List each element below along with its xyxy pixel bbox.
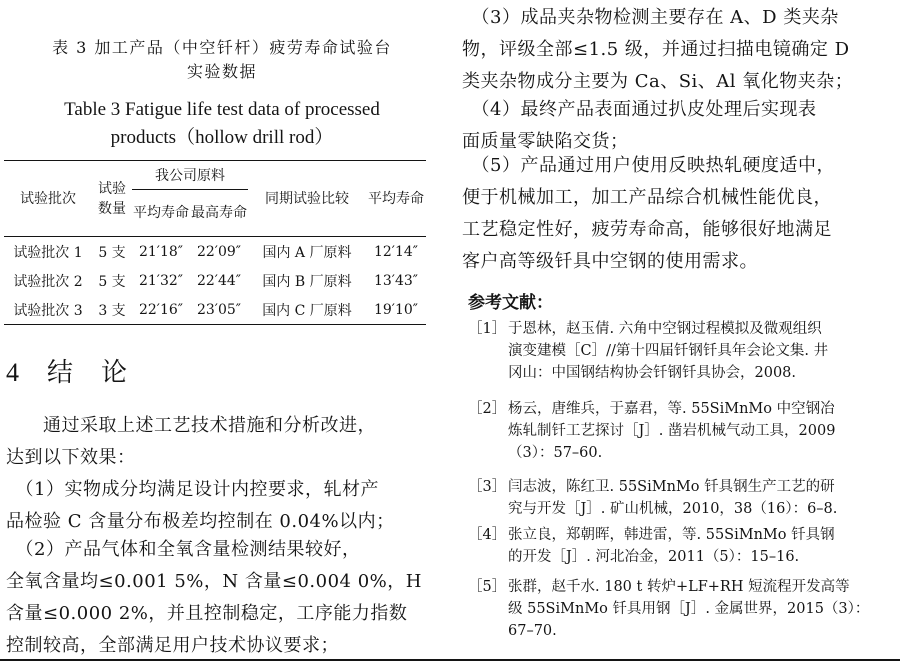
reference-line: 于恩林，赵玉倩. 六角中空钢过程模拟及微观组织 <box>508 321 822 337</box>
text-line: 品检验 C 含量分布极差均控制在 0.04%以内； <box>6 511 395 532</box>
reference-line: 张群，赵千水. 180 t 转炉+LF+RH 短流程开发高等 <box>508 579 850 595</box>
reference-line: 究与开发［J］. 矿山机械，2010，38（16）：6–8. <box>508 501 838 517</box>
reference-index: ［3］ <box>468 479 507 495</box>
left-column <box>0 0 440 663</box>
page-bottom-rule <box>0 659 900 661</box>
text-line: 控制较高，全部满足用户技术协议要求； <box>6 635 339 656</box>
reference-index: ［2］ <box>468 401 507 417</box>
text-line: （4）最终产品表面通过扒皮处理后实现表 <box>462 99 817 120</box>
cell-batch: 试验批次 3 <box>13 302 83 319</box>
cell-comparison: 国内 C 厂原料 <box>262 302 352 319</box>
cell-max: 23′05″ <box>196 301 242 318</box>
text-line: 达到以下效果： <box>6 447 136 468</box>
text-line: 工艺稳定性好，疲劳寿命高，能够很好地满足 <box>462 219 832 240</box>
section-title-word2: 论 <box>101 358 130 387</box>
text-line: 便于机械加工，加工产品综合机械性能优良， <box>462 187 832 208</box>
header-quantity: 试验数量 <box>98 180 126 217</box>
text-line: 客户高等级钎具中空钢的使用需求。 <box>462 251 758 272</box>
reference-line: 炼轧制钎工艺探讨［J］. 凿岩机械气动工具，2009 <box>508 423 836 439</box>
table-row <box>4 295 426 325</box>
text-line: （2）产品气体和全氧含量检测结果较好， <box>6 539 361 560</box>
text-line: 物，评级全部≤1.5 级，并通过扫描电镜确定 D <box>462 39 850 60</box>
reference-line: 冈山：中国钢结构协会钎钢钎具协会，2008. <box>508 365 797 381</box>
table-caption-cn <box>12 36 432 84</box>
reference-item <box>468 318 898 384</box>
cell-avg: 21′18″ <box>138 243 184 260</box>
text-line: （3）成品夹杂物检测主要存在 A、D 类夹杂 <box>462 7 839 28</box>
text-line: （5）产品通过用户使用反映热轧硬度适中， <box>462 155 835 176</box>
reference-line: 级 55SiMnMo 钎具用钢［J］. 金属世界，2015（3）： <box>508 601 870 617</box>
text-line: 通过采取上述工艺技术措施和分析改进， <box>6 415 376 436</box>
paragraph-result-1 <box>6 474 436 538</box>
fatigue-life-table <box>4 160 426 325</box>
reference-line: 杨云，唐维兵，于嘉君，等. 55SiMnMo 中空钢冶 <box>508 401 835 417</box>
cell-quantity: 5 支 <box>98 244 126 261</box>
text-line: 全氧含量均≤0.001 5%，N 含量≤0.004 0%，H <box>6 571 422 592</box>
table-row <box>4 237 426 267</box>
cell-batch: 试验批次 1 <box>13 244 83 261</box>
reference-item <box>468 524 898 568</box>
cell-comp-avg: 12′14″ <box>373 243 419 260</box>
header-batch: 试验批次 <box>20 190 76 207</box>
header-comparison: 同期试验比较 <box>265 190 349 207</box>
caption-cn-line2: 实验数据 <box>186 62 257 81</box>
reference-line: 演变建模［C］//第十四届钎钢钎具年会论文集. 井 <box>508 343 829 359</box>
text-line: 面质量零缺陷交货； <box>462 131 629 152</box>
section-title-word1: 结 <box>47 358 76 387</box>
cell-max: 22′44″ <box>196 272 242 289</box>
right-column <box>462 0 900 663</box>
caption-cn-line1: 表 3 加工产品（中空钎杆）疲劳寿命试验台 <box>52 38 392 57</box>
header-avg-life-right: 平均寿命 <box>368 190 424 207</box>
references-heading: 参考文献： <box>468 293 553 313</box>
reference-line: 闫志波，陈红卫. 55SiMnMo 钎具钢生产工艺的研 <box>508 479 835 495</box>
text-line: 类夹杂物成分主要为 Ca、Si、Al 氧化物夹杂； <box>462 71 854 92</box>
reference-line: 的开发［J］. 河北冶金，2011（5）：15–16. <box>508 549 800 565</box>
table-row <box>4 266 426 295</box>
header-avg-life: 平均寿命 <box>133 205 189 221</box>
paragraph-result-3 <box>462 2 898 98</box>
cell-batch: 试验批次 2 <box>13 273 83 290</box>
paragraph-result-5 <box>462 150 898 278</box>
text-line: 含量≤0.000 2%，并且控制稳定，工序能力指数 <box>6 603 408 624</box>
cell-avg: 21′32″ <box>138 272 184 289</box>
text-line: （1）实物成分均满足设计内控要求，轧材产 <box>6 479 379 500</box>
reference-line: 张立良，郑朝晖，韩进雷，等. 55SiMnMo 钎具钢 <box>508 527 835 543</box>
reference-index: ［5］ <box>468 579 507 595</box>
reference-index: ［1］ <box>468 321 507 337</box>
cell-comp-avg: 13′43″ <box>373 272 419 289</box>
reference-index: ［4］ <box>468 527 507 543</box>
reference-item <box>468 576 898 642</box>
reference-item <box>468 476 898 520</box>
caption-en-line2: products（hollow drill rod） <box>110 127 334 148</box>
cell-comp-avg: 19′10″ <box>373 301 419 318</box>
caption-en-line1: Table 3 Fatigue life test data of processed <box>64 99 380 120</box>
cell-comparison: 国内 A 厂原料 <box>262 244 352 261</box>
cell-comparison: 国内 B 厂原料 <box>262 273 352 290</box>
section-number: 4 <box>6 358 21 387</box>
header-max-life: 最高寿命 <box>191 205 247 221</box>
reference-line: 67–70. <box>508 623 557 639</box>
reference-line: （3）：57–60. <box>508 445 603 461</box>
reference-item <box>468 398 898 464</box>
cell-avg: 22′16″ <box>138 301 184 318</box>
cell-quantity: 3 支 <box>98 302 126 319</box>
cell-quantity: 5 支 <box>98 273 126 290</box>
paragraph-result-2 <box>6 534 436 662</box>
table-caption-en <box>8 96 436 152</box>
cell-max: 22′09″ <box>196 243 242 260</box>
section-heading-conclusion <box>6 352 129 389</box>
paragraph-intro <box>6 410 436 474</box>
header-our-material: 我公司原料 <box>132 161 248 190</box>
paragraph-result-4 <box>462 94 898 158</box>
